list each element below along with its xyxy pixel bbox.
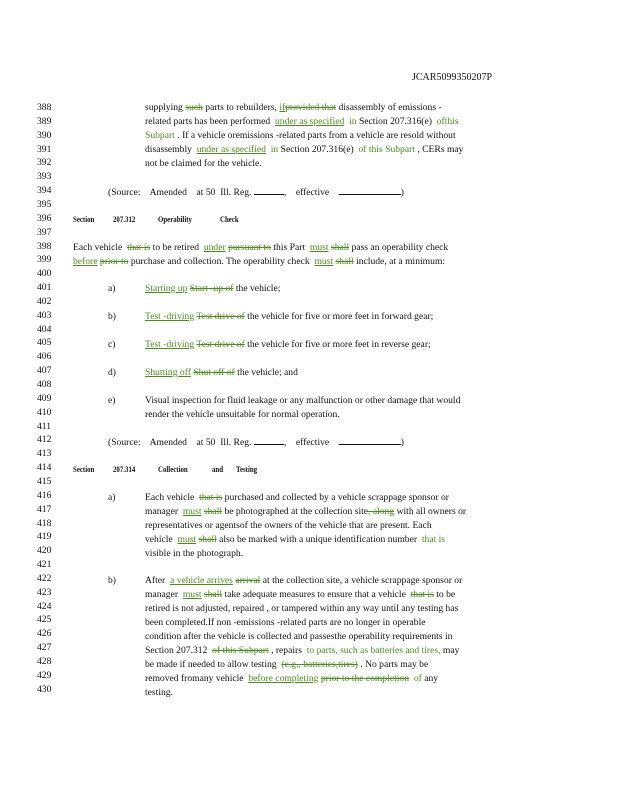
text-line [145,367,298,379]
inserted-text: must [309,242,329,253]
blank-field [254,436,284,445]
line-number: 422 [37,572,52,584]
line-number: 424 [37,600,52,612]
inserted-text: Starting up [145,283,188,294]
text-line [145,673,438,685]
deleted-text: , along [368,506,395,517]
deleted-text: of this Subpart [212,645,269,656]
text-line [145,645,459,657]
text: (Source: [108,187,141,198]
line-number: 427 [37,642,52,654]
text: supplying [145,102,183,113]
section-title: Check [220,215,239,224]
inserted-text: ofthis [436,116,459,127]
deleted-text: provided that [285,102,337,113]
text-line [145,589,455,601]
item-label: d) [108,367,116,378]
text-line: been completed.If non -emissions -related parts are no longer in operable [145,617,426,628]
text: Amended [149,437,187,448]
text-line [145,534,445,546]
inserted-text: Test -driving [145,311,195,322]
inserted-text: must [182,589,202,600]
text: Section 207.316(e) [358,116,432,127]
inserted-text: if [279,102,286,113]
text: , repairs [271,645,302,656]
line-number: 398 [37,240,52,252]
section-word: Section [73,465,95,474]
text: After [145,575,166,586]
text: purchased and collected by a vehicle scrappage sponsor or [224,492,449,503]
text: parts to rebuilders, [205,102,277,113]
text-line: retired is not adjusted, repaired , or tampered within any way until any testing has [145,603,459,614]
deleted-text: that is [199,492,223,503]
inserted-text: before completing [248,673,319,684]
text-line [145,130,456,142]
line-number: 400 [37,268,52,280]
line-number: 399 [37,254,52,266]
inserted-text: in [270,144,279,155]
text-line [73,256,445,268]
deleted-text: Test drive of [196,311,245,322]
text: . If a vehicle oremissions -related parts from a vehicle are resold without [177,130,456,141]
text: include, at a minimum: [356,256,446,267]
section-title: Collection [158,465,188,474]
text-line: representatives or agentsof the owners of the vehicle that are present. Each [145,520,432,531]
text: Ill. Reg. [220,437,252,448]
deleted-text: such [185,102,203,113]
text: Each vehicle [73,242,123,253]
text: . No parts may be [360,659,429,670]
line-number: 402 [37,295,52,307]
text: Ill. Reg. [220,187,252,198]
text-line: condition after the vehicle is collected and passesthe operability requirements in [145,631,453,642]
line-number: 415 [37,475,52,487]
blank-field [339,186,401,195]
inserted-text: must [177,534,197,545]
text: also be marked with a unique identification number [219,534,418,545]
inserted-text: a vehicle arrives [170,575,233,586]
inserted-text: of this Subpart [358,144,415,155]
text-line: Visual inspection for fluid leakage or any malfunction or other damage that would [145,395,461,406]
text: (Source: [108,437,141,448]
line-number: 413 [37,448,52,460]
text: to be [436,589,456,600]
inserted-text: must [314,256,334,267]
text: effective [295,437,330,448]
text: purchase and collection. The operability check [130,256,310,267]
text: with all owners or [396,506,467,517]
item-label: e) [108,395,116,406]
inserted-text: under as specified [196,144,266,155]
item-label: a) [108,283,116,294]
text: the vehicle; [235,283,281,294]
text: at the collection site, a vehicle scrappage sponsor or [262,575,463,586]
text-line [145,575,462,587]
deleted-text: that is [127,242,151,253]
line-number: 419 [37,531,52,543]
item-label: b) [108,311,116,322]
line-number: 428 [37,656,52,667]
deleted-text: shall [203,506,223,517]
line-number: 411 [37,420,52,432]
text-line [145,339,431,351]
text-line: testing. [145,687,173,698]
line-number: 389 [37,115,52,127]
line-number: 404 [37,323,52,335]
line-number: 391 [37,143,52,155]
text-line [145,492,449,504]
text-line [145,506,466,518]
text: manager [145,506,179,517]
line-number: 403 [37,309,52,321]
deleted-text: shall [203,589,223,600]
line-number: 409 [37,392,52,404]
line-number: 416 [37,489,52,501]
text: the vehicle; and [237,367,298,378]
line-number: 418 [37,517,52,529]
line-number: 406 [37,351,52,363]
section-title: and [212,465,224,474]
line-number: 392 [37,157,52,169]
item-label: b) [108,575,116,586]
text: pass an operability check [351,242,449,253]
line-number: 388 [37,102,52,113]
blank-field [339,436,401,445]
line-number: 408 [37,379,52,390]
line-number: 410 [37,406,52,418]
inserted-text: Shutting off [145,367,191,378]
deleted-text: Test drive of [196,339,245,350]
line-number: 397 [37,226,52,238]
item-label: a) [108,492,116,503]
deleted-text: prior to the completion [320,673,410,684]
line-number: 426 [37,628,52,640]
text-line [145,144,463,156]
text: be photographed at the collection site [224,506,369,517]
section-number: 207.314 [113,465,136,474]
deleted-text: prior to [99,256,129,267]
inserted-text: that is [421,534,446,545]
text: disassembly [145,144,192,155]
text: Amended [149,187,187,198]
text-line: visible in the photograph. [145,548,244,559]
text: to be retired [152,242,200,253]
text: ) [400,437,404,448]
inserted-text: to parts, such as batteries and tires, [306,645,441,656]
line-number: 425 [37,614,52,626]
inserted-text: Subpart [145,130,175,141]
deleted-text: shall [335,256,354,267]
text: at 50 [196,187,216,198]
text: manager [145,589,179,600]
inserted-text: in [349,116,357,127]
text: be made if needed to allow testing [145,659,277,670]
line-number: 423 [37,586,52,598]
deleted-text: Start -up of [189,283,234,294]
text: removed fromany vehicle [145,673,244,684]
inserted-text: under [203,242,226,253]
source-note: (Source: Amended at 50 Ill. Reg. , effective ) [108,437,404,448]
text: effective [295,187,330,198]
line-number: 429 [37,669,52,681]
inserted-text: Test -driving [145,339,195,350]
line-number: 401 [37,282,52,293]
text-line [145,116,459,128]
text: , CERs may [417,144,464,155]
text: take adequate measures to ensure that a vehicle [224,589,406,600]
text-line [145,311,433,323]
text: the vehicle for five or more feet in forward gear; [247,311,434,322]
text-line: render the vehicle unsuitable for normal operation. [145,409,340,420]
section-title: Testing [236,465,258,474]
deleted-text: that is [410,589,434,600]
inserted-text: must [182,506,202,517]
deleted-text: shall [198,534,217,545]
inserted-text: before [73,256,98,267]
section-number: 207.312 [113,215,136,224]
text-line: not be claimed for the vehicle. [145,158,262,169]
inserted-text: of [413,673,422,684]
document-id: JCAR5099350207P [412,72,493,83]
deleted-text: shall [330,242,350,253]
text: Section 207.312 [145,645,208,656]
text-line [145,102,540,114]
text-line [145,283,280,295]
inserted-text: under as specified [275,116,345,127]
section-title: Operability [158,215,192,224]
text: at 50 [196,437,216,448]
line-number: 421 [37,559,52,570]
text: this Part [273,242,306,253]
line-number: 394 [37,185,52,197]
source-note: (Source: Amended at 50 Ill. Reg. , effective ) [108,187,404,198]
line-number: 412 [37,434,52,446]
blank-field [254,186,284,195]
text: ) [400,187,404,198]
text: disassembly of emissions - [338,102,442,113]
line-number: 414 [37,462,52,474]
line-number: 396 [37,212,52,224]
line-number: 390 [37,129,52,141]
deleted-text: arrival [235,575,261,586]
line-number: 420 [37,545,52,557]
text-line [73,242,448,254]
deleted-text: (e.g., batteries,tires) [281,659,358,670]
text: vehicle [145,534,173,545]
line-number: 395 [37,198,52,210]
line-number: 417 [37,503,52,515]
line-number: 430 [37,683,52,695]
deleted-text: Shut off of [193,367,235,378]
deleted-text: pursuant to [228,242,271,253]
text: related parts has been performed [145,116,271,127]
section-word: Section [73,215,95,224]
text: the vehicle for five or more feet in reverse gear; [247,339,431,350]
text: any [424,673,439,684]
text: may [442,645,460,656]
item-label: c) [108,339,116,350]
text: Section 207.316(e) [280,144,354,155]
text: Each vehicle [145,492,195,503]
text-line [145,659,428,671]
line-number: 407 [37,365,52,377]
line-number: 393 [37,171,52,183]
line-number: 405 [37,337,52,349]
